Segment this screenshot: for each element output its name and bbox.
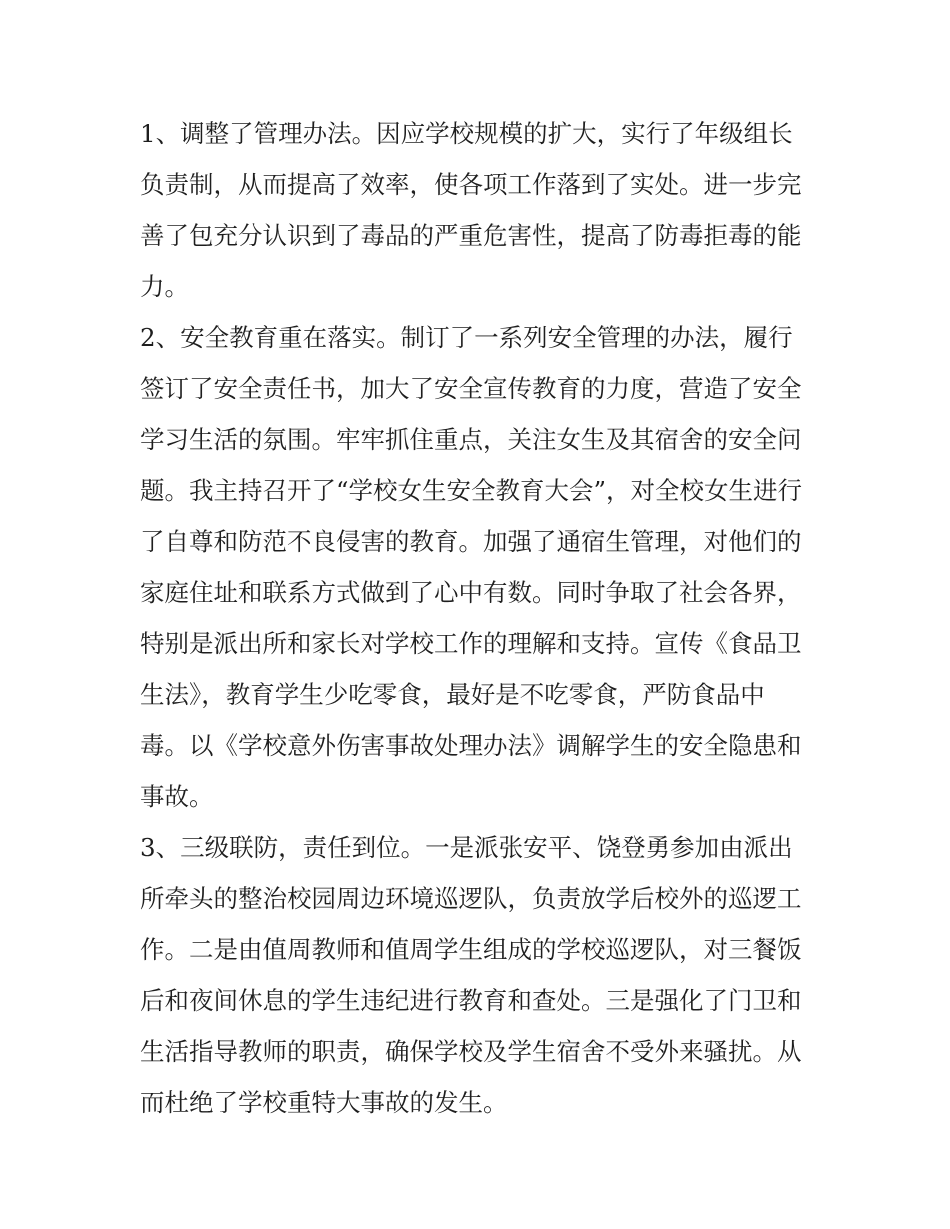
text-line: 毒。以《学校意外伤害事故处理办法》调解学生的安全隐患和 — [140, 731, 802, 760]
text-line: 力。 — [140, 272, 189, 301]
text-line: 1、调整了管理办法。因应学校规模的扩大，实行了年级组长 — [140, 119, 793, 148]
text-line: 生活指导教师的职责，确保学校及学生宿舍不受外来骚扰。从 — [140, 1037, 802, 1066]
text-line: 2、安全教育重在落实。制订了一系列安全管理的办法，履行 — [140, 323, 793, 352]
text-line: 学习生活的氛围。牢牢抓住重点，关注女生及其宿舍的安全问 — [140, 425, 802, 454]
paragraph-management-measures — [140, 108, 812, 312]
text-line: 签订了安全责任书，加大了安全宣传教育的力度，营造了安全 — [140, 374, 802, 403]
paragraph-safety-education — [140, 312, 812, 822]
text-line: 生法》，教育学生少吃零食，最好是不吃零食，严防食品中 — [140, 680, 765, 709]
text-line: 所牵头的整治校园周边环境巡逻队，负责放学后校外的巡逻工 — [140, 884, 802, 913]
text-line: 而杜绝了学校重特大事故的发生。 — [140, 1088, 508, 1117]
text-line: 题。我主持召开了“学校女生安全教育大会”，对全校女生进行 — [140, 476, 803, 505]
text-line: 后和夜间休息的学生违纪进行教育和查处。三是强化了门卫和 — [140, 986, 802, 1015]
text-line: 家庭住址和联系方式做到了心中有数。同时争取了社会各界， — [140, 578, 802, 607]
document-body — [140, 108, 812, 1128]
text-line: 善了包充分认识到了毒品的严重危害性，提高了防毒拒毒的能 — [140, 221, 802, 250]
text-line: 3、三级联防，责任到位。一是派张安平、饶登勇参加由派出 — [140, 833, 793, 862]
text-line: 作。二是由值周教师和值周学生组成的学校巡逻队，对三餐饭 — [140, 935, 802, 964]
text-line: 了自尊和防范不良侵害的教育。加强了通宿生管理，对他们的 — [140, 527, 802, 556]
paragraph-joint-defense — [140, 822, 812, 1128]
text-line: 特别是派出所和家长对学校工作的理解和支持。宣传《食品卫 — [140, 629, 802, 658]
text-line: 负责制，从而提高了效率，使各项工作落到了实处。进一步完 — [140, 170, 802, 199]
text-line: 事故。 — [140, 782, 214, 811]
